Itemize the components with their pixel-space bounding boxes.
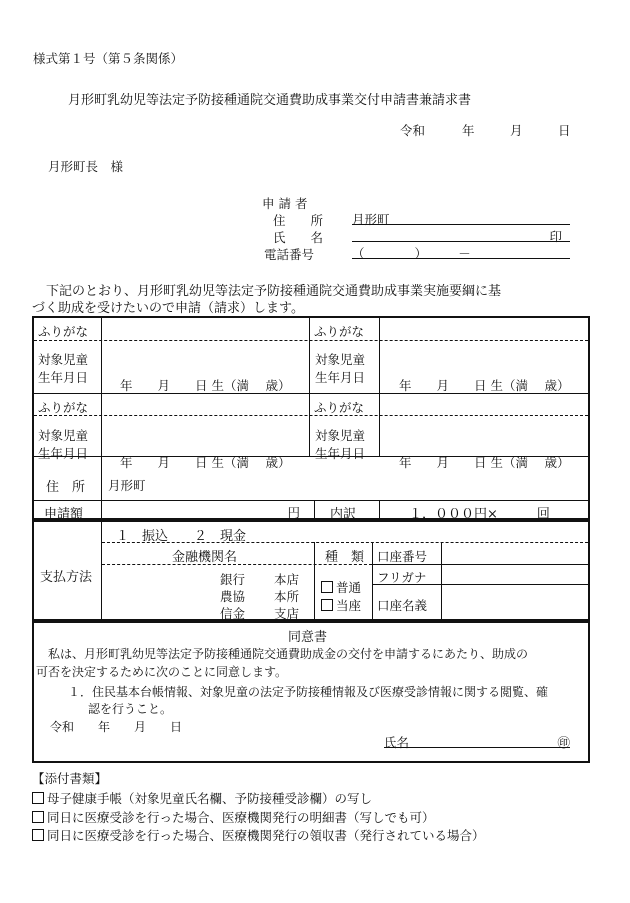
- attachment-item-1[interactable]: 母子健康手帳（対象児童氏名欄、予防接種受診欄）の写し: [32, 789, 372, 807]
- consent-section: [32, 621, 590, 763]
- consent-heading: 同意書: [288, 630, 328, 645]
- breakdown-label: 内訳: [330, 507, 357, 522]
- payment-options[interactable]: １ 振込 ２ 現金: [116, 529, 247, 544]
- bank-type-1: 銀行: [220, 572, 246, 587]
- furigana-field-2a[interactable]: [102, 394, 308, 415]
- furigana-field-1a[interactable]: [102, 318, 308, 340]
- applicant-heading: 申 請 者: [262, 196, 308, 211]
- applicant-address-field[interactable]: [352, 210, 570, 225]
- account-type-header: 種 類: [325, 550, 365, 565]
- holder-furigana-field[interactable]: [442, 564, 588, 584]
- branch-type-1: 本店: [274, 572, 300, 587]
- child-label-1a: 対象児童: [38, 352, 89, 367]
- furigana-bank-label: フリガナ: [377, 570, 427, 585]
- applicant-address-value: 月形町: [352, 212, 390, 227]
- account-number-field[interactable]: [442, 542, 588, 564]
- payment-method-label: 支払方法: [40, 570, 93, 585]
- furigana-label-1a: ふりがな: [38, 324, 89, 339]
- branch-type-3: 支店: [274, 606, 300, 621]
- applicant-name-field[interactable]: [352, 227, 570, 242]
- applicant-phone-value: （ ） －: [352, 246, 471, 261]
- furigana-label-2a: ふりがな: [38, 400, 89, 415]
- bank-type-2: 農協: [220, 589, 246, 604]
- child-label-1b: 対象児童: [315, 352, 366, 367]
- bank-type-3: 信金: [220, 606, 246, 621]
- attachments-heading: 【添付書類】: [32, 771, 108, 786]
- birth-field-1a[interactable]: 年 月 日 生（満 歳）: [120, 378, 291, 393]
- account-number-label: 口座番号: [377, 549, 428, 564]
- consent-item-1b: 認を行うこと。: [88, 702, 173, 716]
- birth-field-2a[interactable]: 年 月 日 生（満 歳）: [120, 455, 291, 470]
- date-month: 月: [510, 123, 523, 138]
- document-title: 月形町乳幼児等法定予防接種通院交通費助成事業交付申請書兼請求書: [68, 93, 472, 108]
- address-label: 住 所: [46, 480, 86, 495]
- birth-field-2b[interactable]: 年 月 日 生（満 歳）: [399, 455, 570, 470]
- account-type-ordinary[interactable]: 普通: [321, 578, 361, 596]
- date-day: 日: [558, 123, 571, 138]
- birth-label-2a: 生年月日: [38, 446, 89, 461]
- consent-line-2: 可否を決定するために次のことに同意します。: [36, 665, 288, 679]
- birth-field-1b[interactable]: 年 月 日 生（満 歳）: [399, 378, 570, 393]
- breakdown-field[interactable]: １，０００円× 回: [409, 507, 550, 522]
- applicant-phone-field[interactable]: [352, 244, 570, 259]
- checkbox-icon: [32, 829, 44, 841]
- consent-item-1a: １．住民基本台帳情報、対象児童の法定予防接種情報及び医療受診情報に関する閲覧、確: [68, 685, 549, 699]
- branch-type-2: 本所: [274, 589, 300, 604]
- checkbox-icon: [32, 811, 44, 823]
- birth-label-1b: 生年月日: [315, 370, 366, 385]
- consent-seal: ㊞: [557, 735, 570, 750]
- payment-table: [32, 520, 590, 621]
- child-label-2a: 対象児童: [38, 428, 89, 443]
- applicant-address-label: 住 所: [273, 213, 324, 228]
- account-type-current[interactable]: 当座: [321, 596, 361, 614]
- checkbox-icon: [32, 792, 44, 804]
- furigana-label-2b: ふりがな: [314, 400, 365, 415]
- birth-label-2b: 生年月日: [315, 446, 366, 461]
- date-era: 令和: [400, 123, 426, 138]
- consent-date[interactable]: 令和 年 月 日: [50, 720, 183, 734]
- address-field[interactable]: 月形町: [108, 478, 146, 493]
- form-number: 様式第１号（第５条関係）: [33, 51, 184, 66]
- child-info-table: [32, 316, 590, 520]
- intro-line-2: づく助成を受けたいので申請（請求）します。: [32, 301, 304, 316]
- attachment-item-3[interactable]: 同日に医療受診を行った場合、医療機関発行の領収書（発行されている場合）: [32, 826, 485, 844]
- checkbox-icon: [321, 599, 333, 611]
- account-holder-label: 口座名義: [377, 598, 428, 613]
- yen-unit: 円: [287, 505, 300, 520]
- consent-name-label: 氏名: [384, 735, 410, 750]
- consent-line-1: 私は、月形町乳幼児等法定予防接種通院交通費助成金の交付を申請するにあたり、助成の: [48, 647, 529, 661]
- account-holder-field[interactable]: [442, 584, 588, 621]
- amount-field[interactable]: [102, 500, 314, 520]
- checkbox-icon: [321, 581, 333, 593]
- furigana-label-1b: ふりがな: [314, 324, 365, 339]
- applicant-phone-label: 電話番号: [264, 247, 315, 262]
- birth-label-1a: 生年月日: [38, 370, 89, 385]
- date-year: 年: [462, 123, 475, 138]
- applicant-seal: 印: [549, 229, 562, 244]
- amount-label: 申請額: [44, 507, 84, 522]
- furigana-field-2b[interactable]: [380, 394, 588, 415]
- applicant-name-label: 氏 名: [273, 230, 324, 245]
- intro-line-1: 下記のとおり、月形町乳幼児等法定予防接種通院交通費助成事業実施要綱に基: [46, 284, 502, 299]
- bank-name-header: 金融機関名: [172, 550, 238, 565]
- furigana-field-1b[interactable]: [380, 318, 588, 340]
- consent-name-field[interactable]: [384, 733, 570, 748]
- child-label-2b: 対象児童: [315, 428, 366, 443]
- addressee: 月形町長 様: [48, 159, 124, 174]
- attachment-item-2[interactable]: 同日に医療受診を行った場合、医療機関発行の明細書（写しでも可）: [32, 808, 435, 826]
